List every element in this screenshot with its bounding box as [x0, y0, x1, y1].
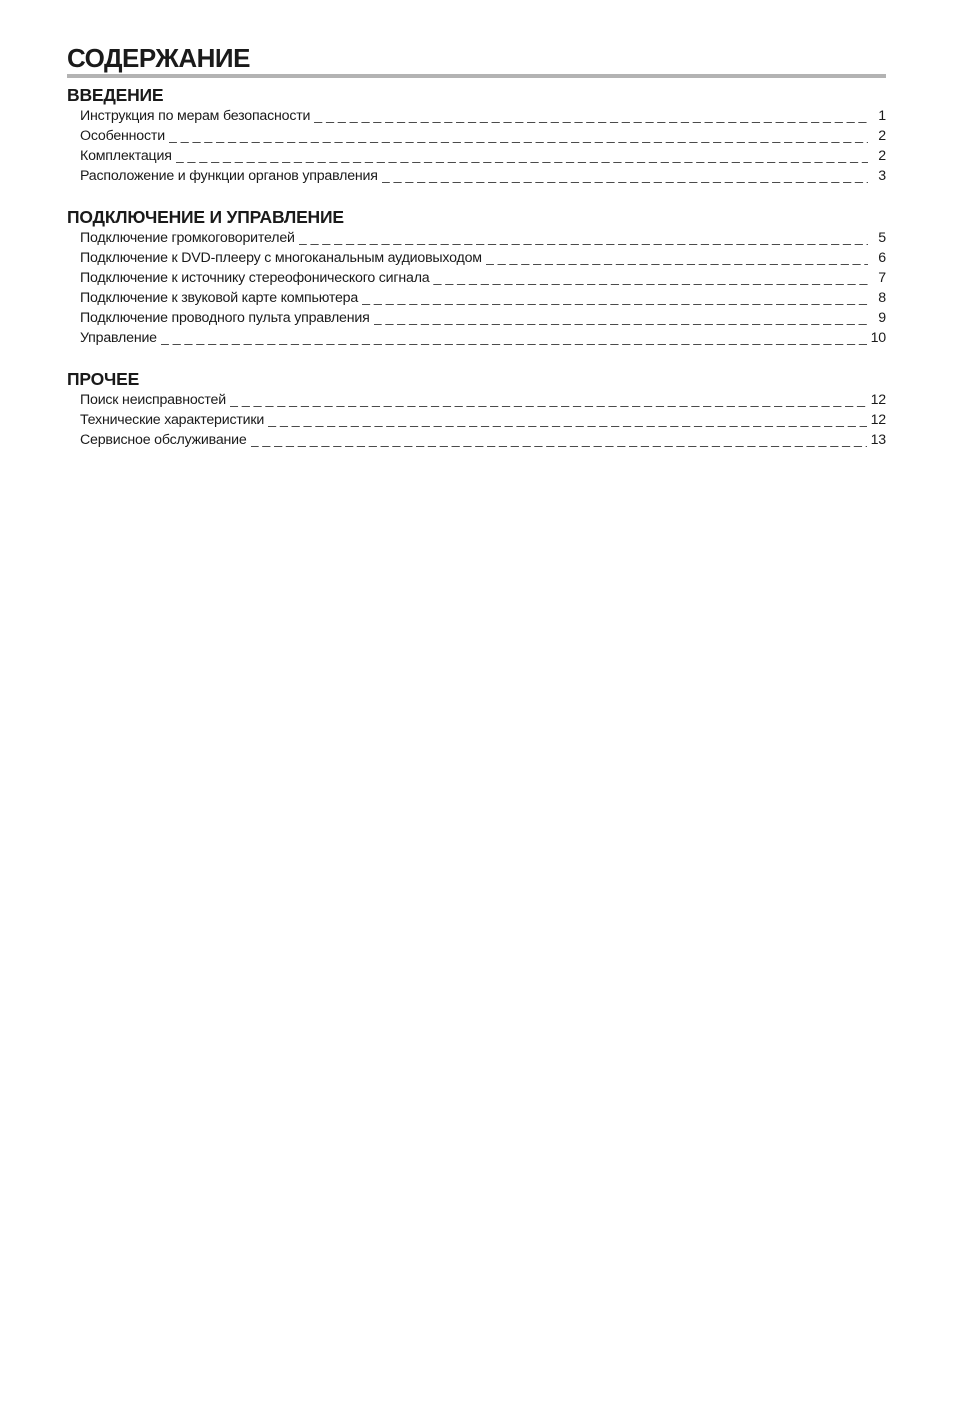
page-number: 1	[878, 108, 886, 124]
page-number: 10	[870, 330, 886, 346]
dot-leader	[230, 390, 867, 410]
toc-entry[interactable]	[80, 328, 886, 348]
toc-entry[interactable]	[80, 288, 886, 308]
page-number: 12	[870, 392, 886, 408]
page-number: 2	[878, 148, 886, 164]
toc-entry[interactable]	[80, 410, 886, 430]
page-number: 2	[878, 128, 886, 144]
section-heading: ПОДКЛЮЧЕНИЕ И УПРАВЛЕНИЕ	[67, 207, 344, 227]
section-introduction	[67, 84, 886, 186]
toc-entry[interactable]	[80, 390, 886, 410]
toc-entry[interactable]	[80, 166, 886, 186]
dot-leader	[362, 288, 868, 308]
dot-leader	[161, 328, 867, 348]
entry-title: Сервисное обслуживание	[80, 432, 247, 448]
dot-leader	[169, 126, 868, 146]
entry-title: Комплектация	[80, 148, 172, 164]
entry-title: Подключение громкоговорителей	[80, 230, 295, 246]
dot-leader	[176, 146, 868, 166]
dot-leader	[314, 106, 868, 126]
entry-title: Подключение к DVD-плееру с многоканальным аудиовыходом	[80, 250, 482, 266]
dot-leader	[299, 228, 868, 248]
dot-leader	[251, 430, 867, 450]
toc-entry[interactable]	[80, 248, 886, 268]
page-number: 7	[878, 270, 886, 286]
dot-leader	[374, 308, 868, 328]
title-underline	[67, 74, 886, 78]
page-number: 13	[870, 432, 886, 448]
section-connection-and-control	[67, 206, 886, 348]
dot-leader	[433, 268, 868, 288]
section-heading: ПРОЧЕЕ	[67, 369, 140, 389]
dot-leader	[486, 248, 868, 268]
dot-leader	[268, 410, 867, 430]
toc-entry[interactable]	[80, 126, 886, 146]
entry-title: Поиск неисправностей	[80, 392, 226, 408]
entry-title: Расположение и функции органов управления	[80, 168, 378, 184]
toc-entry[interactable]	[80, 430, 886, 450]
dot-leader	[382, 166, 868, 186]
entry-title: Управление	[80, 330, 157, 346]
section-other	[67, 368, 886, 450]
page-number: 8	[878, 290, 886, 306]
entry-title: Технические характеристики	[80, 412, 265, 428]
page-number: 9	[878, 310, 886, 326]
entry-list	[67, 106, 886, 186]
toc-entry[interactable]	[80, 268, 886, 288]
entry-title: Подключение проводного пульта управления	[80, 310, 370, 326]
page-number: 3	[878, 168, 886, 184]
section-heading: ВВЕДЕНИЕ	[67, 85, 164, 105]
page-number: 6	[878, 250, 886, 266]
toc-entry[interactable]	[80, 308, 886, 328]
toc-entry[interactable]	[80, 228, 886, 248]
entry-list	[67, 390, 886, 450]
toc-entry[interactable]	[80, 146, 886, 166]
entry-list	[67, 228, 886, 348]
entry-title: Подключение к звуковой карте компьютера	[80, 290, 359, 306]
entry-title: Подключение к источнику стереофонического сигнала	[80, 270, 430, 286]
page-number: 5	[878, 230, 886, 246]
table-of-contents	[67, 40, 886, 450]
entry-title: Инструкция по мерам безопасности	[80, 108, 311, 124]
entry-title: Особенности	[80, 128, 165, 144]
page-number: 12	[870, 412, 886, 428]
toc-entry[interactable]	[80, 106, 886, 126]
page-title: СОДЕРЖАНИЕ	[67, 43, 250, 73]
